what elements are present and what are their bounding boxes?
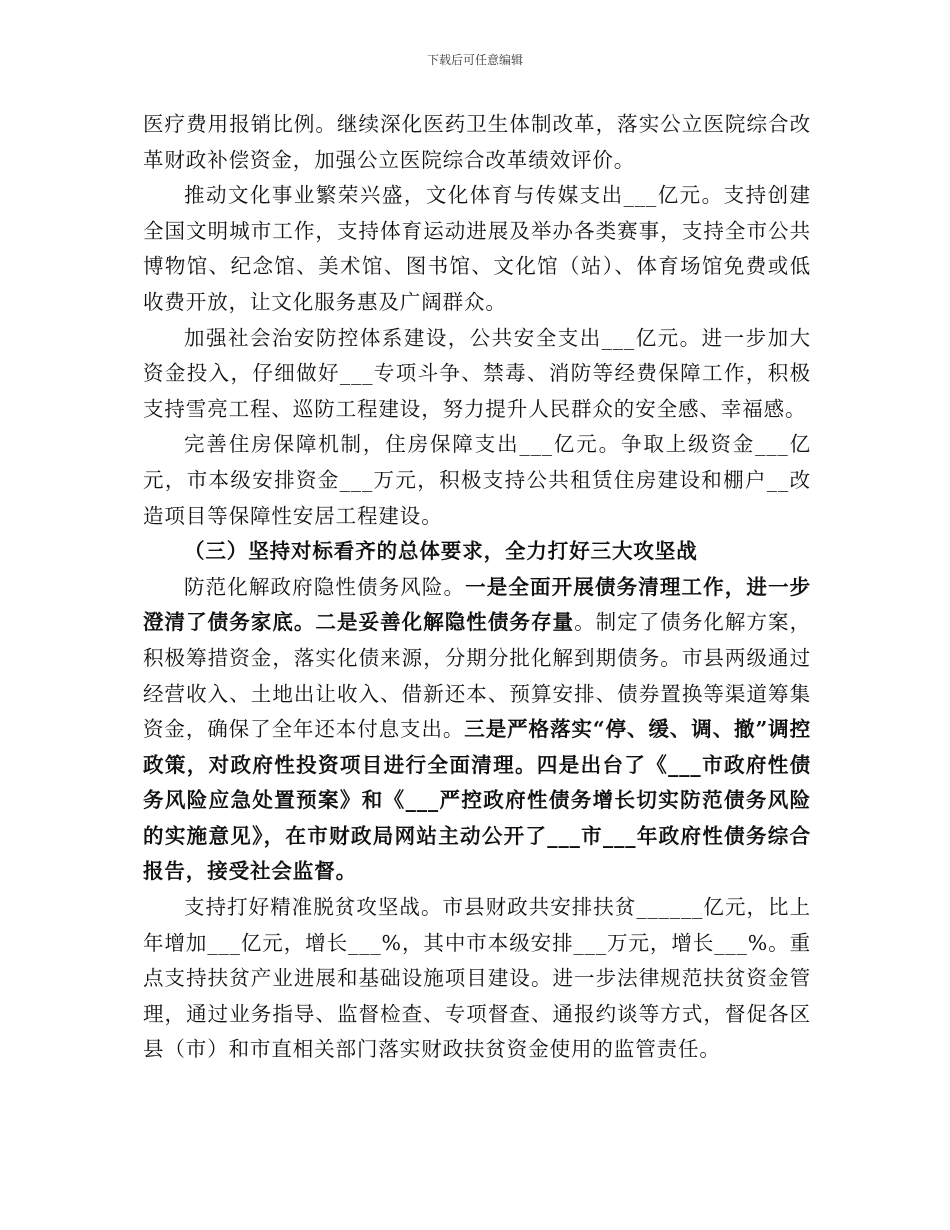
- paragraph-poverty-alleviation: 支持打好精准脱贫攻坚战。市县财政共安排扶贫______亿元，比上年增加___亿元，增长___%，其中市本级安排___万元，增长___%。重点支持扶贫产业进展和基础设施项目建设。进一步法律规范扶贫资金管理，通过业务指导、监督检查、专项督查、通报约谈等方式，督促各区县（市）和市直相关部门落实财政扶贫资金使用的监管责任。: [143, 895, 811, 1062]
- debt-bold-text-2: 三是严格落实“停、缓、调、撤”调控政策，对政府性投资项目进行全面清理。四是出台了《___市政府性债务风险应急处置预案》和《___严控政府性债务增长切实防范债务风险的实施意见》，在市财政局网站主动公开了___市___年政府性债务综合报告，接受社会监督。: [143, 717, 811, 884]
- page-header: 下载后可任意编辑: [426, 53, 523, 67]
- section-heading: （三）坚持对标看齐的总体要求，全力打好三大攻坚战: [184, 539, 698, 564]
- paragraph-public-security: 加强社会治安防控体系建设，公共安全支出___亿元。进一步加大资金投入，仔细做好___专项斗争、禁毒、消防等经费保障工作，积极支持雪亮工程、巡防工程建设，努力提升人民群众的安全感、幸福感。: [143, 325, 811, 421]
- paragraph-medical-expense: 医疗费用报销比例。继续深化医药卫生体制改革，落实公立医院综合改革财政补偿资金，加强公立医院综合改革绩效评价。: [143, 112, 811, 172]
- debt-body-text: 。制定了债务化解方案，积极筹措资金，落实化债来源，分期分批化解到期债务。市县两级通过经营收入、土地出让收入、借新还本、预算安排、债券置换等渠道筹集资金，确保了全年还本付息支出。: [143, 610, 811, 742]
- paragraph-culture: 推动文化事业繁荣兴盛，文化体育与传媒支出___亿元。支持创建全国文明城市工作，支持体育运动进展及举办各类赛事，支持全市公共博物馆、纪念馆、美术馆、图书馆、文化馆（站）、体育场馆免费或低收费开放，让文化服务惠及广阔群众。: [143, 183, 811, 314]
- debt-bold-text-1: 一是全面开展债务清理工作，进一步澄清了债务家底。二是妥善化解隐性债务存量: [143, 574, 811, 635]
- paragraph-housing: 完善住房保障机制，住房保障支出___亿元。争取上级资金___亿元，市本级安排资金___万元，积极支持公共租赁住房建设和棚户__改造项目等保障性安居工程建设。: [143, 432, 811, 528]
- document-body: [143, 107, 811, 1068]
- debt-intro-text: 防范化解政府隐性债务风险。: [184, 574, 466, 599]
- paragraph-debt-risk: [143, 570, 811, 890]
